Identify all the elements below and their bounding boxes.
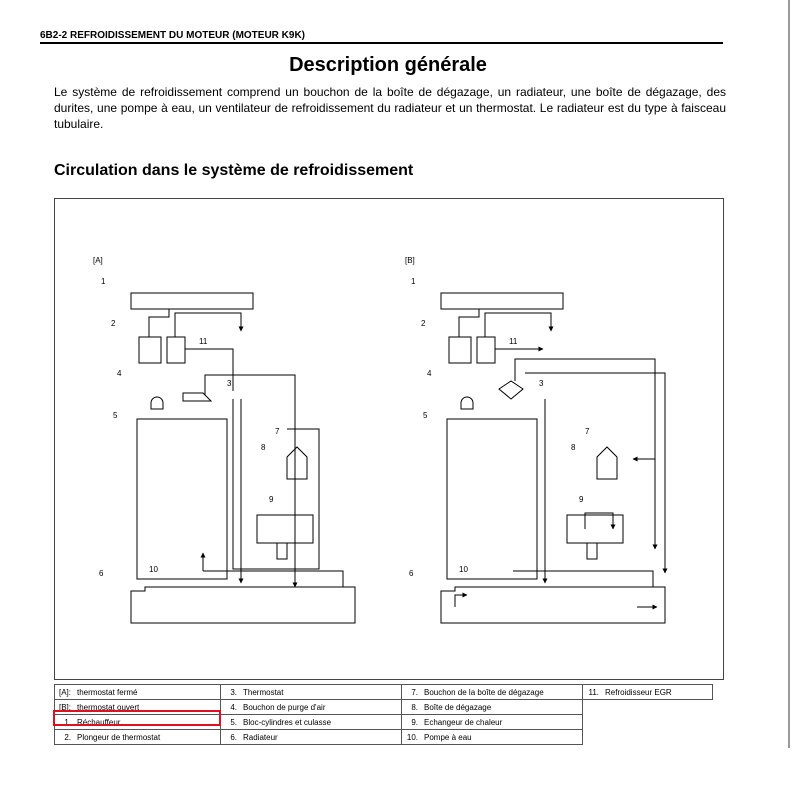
legend-num: 8.: [411, 702, 418, 712]
page-edge: [788, 0, 790, 748]
callout-b-2: 2: [421, 319, 426, 328]
legend-num: 6.: [230, 732, 237, 742]
legend-text: Refroidisseur EGR: [605, 687, 672, 697]
air-bleed-plug-b: [461, 397, 473, 409]
legend-text: Bouchon de purge d'air: [243, 702, 326, 712]
callout-a-7: 7: [275, 427, 280, 436]
section-title: Circulation dans le système de refroidissement: [54, 162, 414, 179]
callout-a-4: 4: [117, 369, 122, 378]
callout-b-1: 1: [411, 277, 416, 286]
legend-num: 3.: [230, 687, 237, 697]
radiator-a: [131, 587, 355, 623]
engine-block-a: [137, 419, 227, 579]
heater-b: [441, 293, 563, 309]
heat-exchanger-a: [257, 515, 313, 543]
callout-b-4: 4: [427, 369, 432, 378]
cooling-diagram: [54, 198, 724, 680]
thermostat-plunger-b: [449, 337, 471, 363]
callout-b-7: 7: [585, 427, 590, 436]
air-bleed-plug-a: [151, 397, 163, 409]
callout-a-11: 11: [199, 337, 208, 346]
legend-num: 2.: [64, 732, 71, 742]
heat-exchanger-b: [567, 515, 623, 543]
callout-b-6: 6: [409, 569, 414, 578]
legend-num: 7.: [411, 687, 418, 697]
degas-box-b: [597, 447, 617, 479]
egr-cooler-b: [477, 337, 495, 363]
callout-b-10: 10: [459, 565, 468, 574]
legend-num: [A]:: [59, 687, 72, 697]
highlight-box: [53, 710, 221, 726]
legend-text: thermostat fermé: [77, 687, 138, 697]
diagram-a: [131, 293, 355, 623]
callout-a-9: 9: [269, 495, 274, 504]
legend-text: Boîte de dégazage: [424, 702, 492, 712]
legend-text: Réchauffeur: [77, 717, 121, 727]
legend-num: [B]:: [59, 702, 72, 712]
water-pump-port-a: [277, 543, 287, 559]
legend-num: 5.: [230, 717, 237, 727]
page-header: 6B2-2 REFROIDISSEMENT DU MOTEUR (MOTEUR K9K): [40, 30, 306, 41]
water-pump-port-b: [587, 543, 597, 559]
engine-block-b: [447, 419, 537, 579]
degas-box-a: [287, 447, 307, 479]
legend-text: Radiateur: [243, 732, 278, 742]
callout-b-3: 3: [539, 379, 544, 388]
diagram-b: [441, 293, 665, 623]
legend-text: Pompe à eau: [424, 732, 472, 742]
callout-a-2: 2: [111, 319, 116, 328]
legend-num: 4.: [230, 702, 237, 712]
legend-text: Thermostat: [243, 687, 284, 697]
thermostat-a: [183, 393, 211, 401]
legend-text: Plongeur de thermostat: [77, 732, 161, 742]
thermostat-b: [499, 381, 523, 399]
callout-b-8: 8: [571, 443, 576, 452]
callout-a-6: 6: [99, 569, 104, 578]
legend-num: 11.: [588, 687, 599, 697]
legend-num: 9.: [411, 717, 418, 727]
diagram-b-label: [B]: [405, 256, 415, 265]
callout-a-1: 1: [101, 277, 106, 286]
legend-text: Echangeur de chaleur: [424, 717, 503, 727]
egr-cooler-a: [167, 337, 185, 363]
callout-b-5: 5: [423, 411, 428, 420]
legend-text: thermostat ouvert: [77, 702, 140, 712]
legend-text: Bouchon de la boîte de dégazage: [424, 687, 544, 697]
legend-num: 10.: [406, 732, 418, 742]
callout-a-3: 3: [227, 379, 232, 388]
callout-a-5: 5: [113, 411, 118, 420]
radiator-b: [441, 587, 665, 623]
heater-a: [131, 293, 253, 309]
legend-row: [55, 730, 713, 745]
diagram-a-label: [A]: [93, 256, 103, 265]
legend-text: Bloc-cylindres et culasse: [243, 717, 332, 727]
legend-row: [55, 685, 713, 700]
page-title: Description générale: [289, 54, 487, 76]
callout-b-9: 9: [579, 495, 584, 504]
header-rule: [40, 42, 723, 44]
cooling-diagram-svg: [55, 199, 723, 679]
callout-a-10: 10: [149, 565, 158, 574]
callout-a-8: 8: [261, 443, 266, 452]
intro-paragraph: Le système de refroidissement comprend un bouchon de la boîte de dégazage, un radiateur, une boîte de dégazage, des durites, une pompe à eau, un ventilateur de refroidissement du radiateur et un thermostat. Le radiateur est du type à faisceau tubulaire.: [54, 85, 726, 131]
callout-b-11: 11: [509, 337, 518, 346]
legend-num: 1.: [64, 717, 71, 727]
thermostat-plunger-a: [139, 337, 161, 363]
